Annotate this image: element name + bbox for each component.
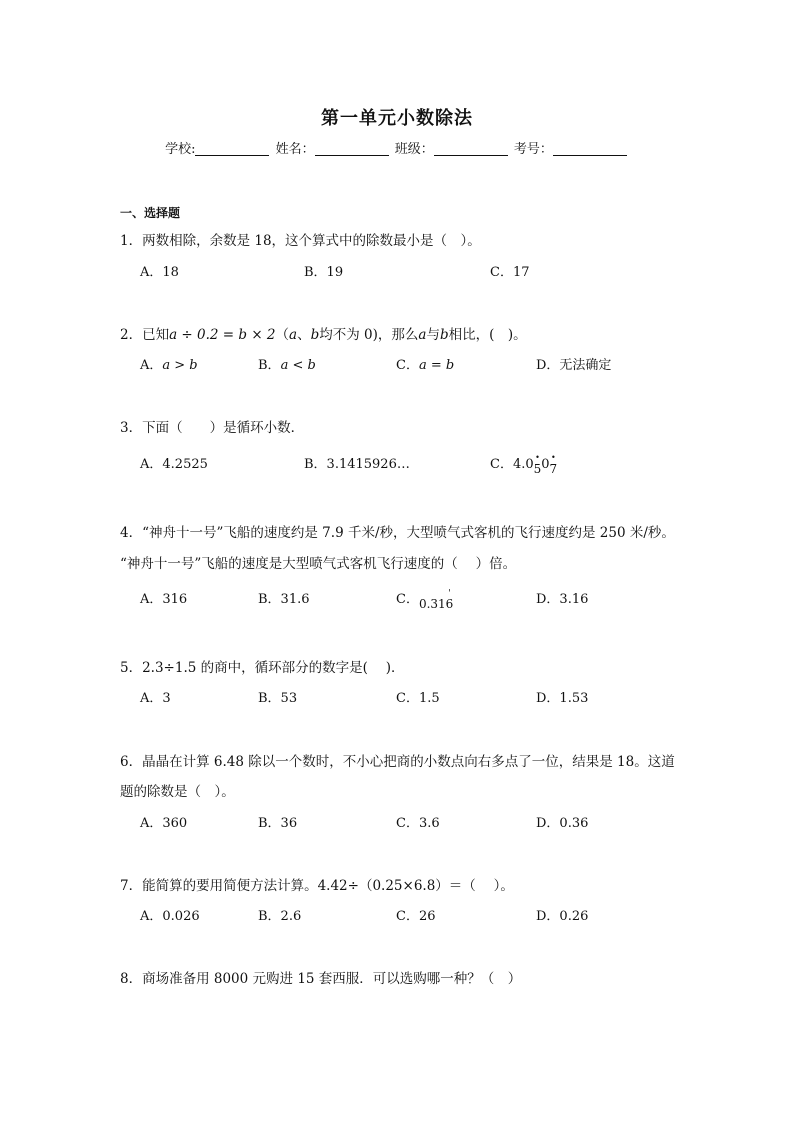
q4-option-b[interactable]: B．31.6 — [258, 592, 310, 607]
question-8: 8．商场准备用 8000 元购进 15 套西服．可以选购哪一种？（ ） — [120, 971, 522, 987]
page-title: 第一单元小数除法 — [321, 108, 473, 129]
q5-option-a[interactable]: A．3 — [140, 691, 171, 706]
q3-repeat-start-digit: • 5 — [534, 462, 542, 476]
section-heading: 一、选择题 — [120, 206, 181, 220]
question-6-line-2: 题的除数是（ ）。 — [120, 784, 235, 800]
q6-option-c[interactable]: C．3.6 — [396, 816, 440, 831]
q5-option-c[interactable]: C．1.5 — [396, 691, 440, 706]
q2-text-5: 相比，( )。 — [448, 327, 527, 343]
school-label: 学校: — [165, 142, 196, 157]
q2-option-b-label: B． — [258, 358, 281, 373]
class-label: 班级： — [394, 142, 434, 157]
q1-option-b[interactable]: B．19 — [304, 265, 344, 280]
q3-option-c[interactable] — [490, 453, 558, 476]
question-5: 5．2.3÷1.5 的商中，循环部分的数字是( )． — [120, 660, 405, 676]
q3-option-c-label: C．4.0 — [490, 457, 534, 472]
q2-option-a[interactable] — [140, 354, 198, 373]
q3-repeat-end-digit: • 7 — [550, 462, 558, 476]
q4-option-d[interactable]: D．3.16 — [536, 592, 589, 607]
q4-option-c-label: C． — [396, 592, 419, 607]
question-2 — [120, 323, 527, 343]
name-label: 姓名： — [275, 142, 315, 157]
question-3: 3．下面（ ）是循环小数． — [120, 420, 305, 436]
q1-option-c[interactable]: C．17 — [490, 265, 530, 280]
student-info-line — [0, 138, 794, 157]
q2-text-1: 2．已知 — [120, 327, 170, 343]
q2-option-c-label: C． — [396, 358, 419, 373]
school-blank[interactable] — [195, 141, 269, 156]
q2-option-b-expr: a < b — [280, 358, 316, 373]
q5-option-d[interactable]: D．1.53 — [536, 691, 589, 706]
q2-text-4: 与 — [426, 327, 440, 343]
q2-option-a-label: A． — [140, 358, 163, 373]
q2-option-c[interactable] — [396, 354, 454, 373]
q4-option-c[interactable] — [396, 588, 454, 611]
q2-var-a-2: a — [418, 327, 427, 343]
q6-option-b[interactable]: B．36 — [258, 816, 298, 831]
class-blank[interactable] — [434, 141, 508, 156]
q7-option-b[interactable]: B．2.6 — [258, 909, 302, 924]
q2-var-b: b — [310, 327, 320, 343]
name-blank[interactable] — [315, 141, 389, 156]
question-6-line-1: 6．晶晶在计算 6.48 除以一个数时，不小心把商的小数点向右多点了一位，结果是 18。这道 — [120, 754, 675, 770]
q4-option-c-repeat-digit: ' 6 — [446, 597, 454, 611]
question-1: 1．两数相除，余数是 18，这个算式中的除数最小是（ ）。 — [120, 233, 481, 249]
q3-option-b[interactable]: B．3.1415926… — [304, 457, 410, 472]
q5-option-b[interactable]: B．53 — [258, 691, 298, 706]
exam-no-label: 考号： — [513, 142, 553, 157]
question-4-line-1: 4．“神舟十一号”飞船的速度约是 7.9 千米/秒，大型喷气式客机的飞行速度约是 250 米/秒。 — [120, 525, 675, 541]
q2-var-a: a — [289, 327, 298, 343]
q2-option-c-expr: a = b — [418, 358, 455, 373]
q4-option-c-number: 0.31 — [418, 597, 446, 611]
q7-option-a[interactable]: A．0.026 — [140, 909, 200, 924]
question-4-line-2: “神舟十一号”飞船的速度是大型喷气式客机飞行速度的（ ）倍。 — [120, 556, 517, 572]
q6-option-d[interactable]: D．0.36 — [536, 816, 589, 831]
q4-option-a[interactable]: A．316 — [140, 592, 188, 607]
q2-expression: a ÷ 0.2 = b × 2 — [169, 327, 276, 343]
q2-option-a-expr: a > b — [162, 358, 198, 373]
q2-separator: 、 — [297, 327, 311, 343]
q3-option-a[interactable]: A．4.2525 — [140, 457, 208, 472]
q2-text-3: 均不为 0)，那么 — [319, 327, 419, 343]
q6-option-a[interactable]: A．360 — [140, 816, 188, 831]
question-7: 7．能简算的要用简便方法计算。4.42÷（0.25×6.8）＝（ ）。 — [120, 878, 514, 894]
q3-middle-digit: 0 — [541, 457, 550, 472]
q2-option-d[interactable]: D．无法确定 — [536, 358, 612, 373]
exam-no-blank[interactable] — [553, 141, 627, 156]
q2-text-2: （ — [275, 327, 290, 343]
q7-option-d[interactable]: D．0.26 — [536, 909, 589, 924]
q2-var-b-2: b — [439, 327, 449, 343]
q1-option-a[interactable]: A．18 — [140, 265, 179, 280]
q7-option-c[interactable]: C．26 — [396, 909, 436, 924]
q2-option-b[interactable] — [258, 354, 316, 373]
